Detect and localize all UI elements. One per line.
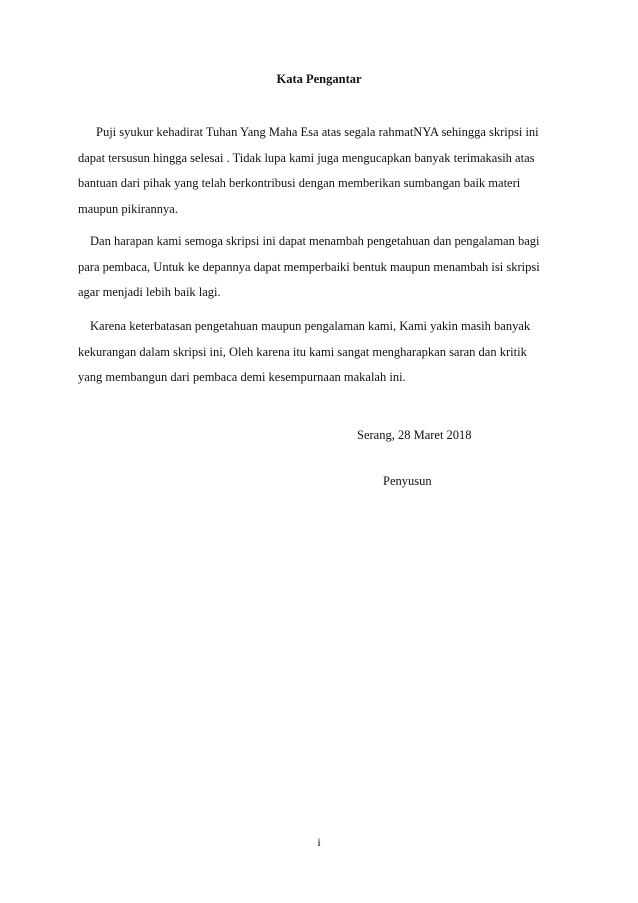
- paragraph-line: Puji syukur kehadirat Tuhan Yang Maha Esa atas segala rahmatNYA sehingga skripsi ini: [96, 125, 539, 139]
- paragraph-line: bantuan dari pihak yang telah berkontribusi dengan memberikan sumbangan baik materi: [78, 176, 521, 190]
- paragraph-line: Karena keterbatasan pengetahuan maupun pengalaman kami, Kami yakin masih banyak: [90, 319, 531, 333]
- paragraph-line: yang membangun dari pembaca demi kesempurnaan makalah ini.: [78, 370, 406, 384]
- paragraph-line: agar menjadi lebih baik lagi.: [78, 285, 221, 299]
- paragraph-gratitude: [78, 120, 539, 222]
- paragraph-hope: [78, 229, 540, 306]
- paragraph-line: dapat tersusun hingga selesai . Tidak lupa kami juga mengucapkan banyak terimakasih atas: [78, 150, 535, 165]
- paragraph-line: maupun pikirannya.: [78, 201, 178, 216]
- paragraph-line: kekurangan dalam skripsi ini, Oleh karena itu kami sangat mengharapkan saran dan kritik: [78, 344, 527, 359]
- page-number: i: [317, 835, 321, 849]
- page-title: Kata Pengantar: [276, 72, 362, 86]
- signer-label: Penyusun: [383, 474, 432, 488]
- paragraph-limitations: [78, 314, 530, 391]
- place-date: Serang, 28 Maret 2018: [357, 428, 472, 442]
- paragraph-line: para pembaca, Untuk ke depannya dapat memperbaiki bentuk maupun menambah isi skripsi: [78, 259, 540, 274]
- paragraph-line: Dan harapan kami semoga skripsi ini dapat menambah pengetahuan dan pengalaman bagi: [90, 234, 540, 248]
